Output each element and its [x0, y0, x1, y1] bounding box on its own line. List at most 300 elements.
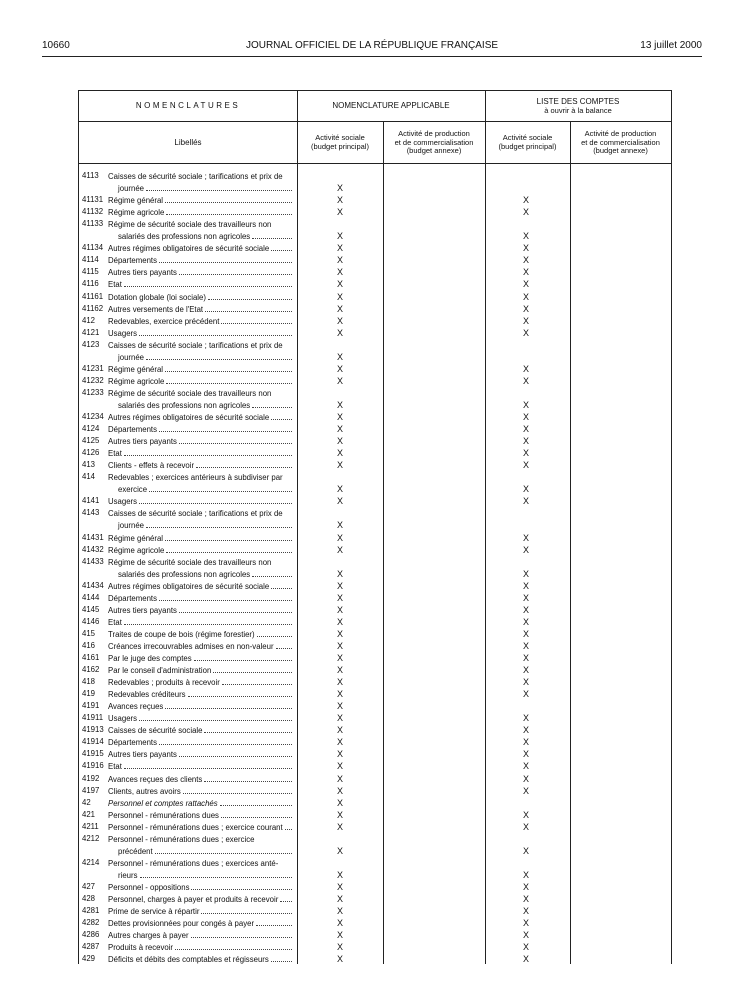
table-row [78, 954, 670, 966]
mark-activite-sociale-applicable: X [336, 243, 343, 254]
account-code: 4116 [82, 279, 99, 289]
table-row [78, 593, 670, 605]
table-row [78, 364, 670, 376]
mark-activite-sociale-applicable: X [336, 399, 343, 410]
table-row [78, 882, 670, 894]
mark-activite-sociale-applicable: X [336, 713, 343, 724]
mark-activite-sociale-balance: X [522, 737, 529, 748]
account-label-text: Régime de sécurité sociale des travailleurs non [108, 388, 272, 398]
table-row [78, 918, 670, 930]
account-code: 42 [82, 797, 91, 807]
mark-activite-sociale-applicable: X [336, 881, 343, 892]
account-code: 415 [82, 628, 96, 638]
account-code: 41913 [82, 725, 104, 735]
leader-dots [191, 882, 292, 890]
table-row [78, 424, 670, 436]
mark-activite-sociale-balance: X [522, 231, 529, 242]
table-row [78, 557, 670, 581]
table-row [78, 761, 670, 773]
mark-activite-sociale-balance: X [522, 749, 529, 760]
account-code: 4287 [82, 942, 100, 952]
mark-activite-sociale-balance: X [522, 689, 529, 700]
mark-activite-sociale-balance: X [522, 773, 529, 784]
mark-activite-sociale-applicable: X [336, 954, 343, 965]
leader-dots [179, 267, 292, 275]
account-label-text: Redevables créditeurs [108, 690, 186, 700]
table-row [78, 316, 670, 328]
mark-activite-sociale-applicable: X [336, 918, 343, 929]
mark-activite-sociale-applicable: X [336, 448, 343, 459]
nomenclatures-header: NOMENCLATURES [135, 101, 241, 110]
leader-dots [188, 689, 292, 697]
mark-activite-sociale-balance: X [522, 640, 529, 651]
account-label-continuation: rieurs [118, 870, 138, 880]
mark-activite-sociale-applicable: X [336, 375, 343, 386]
account-code: 4126 [82, 448, 100, 458]
mark-activite-sociale-balance: X [522, 906, 529, 917]
account-label [108, 774, 296, 786]
account-code: 414 [82, 472, 96, 482]
leader-dots [146, 183, 292, 191]
account-code: 4141 [82, 496, 100, 506]
mark-activite-sociale-balance: X [522, 195, 529, 206]
account-label-text: Avances reçues des clients [108, 774, 203, 784]
account-label [108, 834, 296, 858]
table-row [78, 219, 670, 243]
account-code: 41234 [82, 412, 104, 421]
account-code: 41132 [82, 207, 104, 217]
table-row [78, 605, 670, 617]
account-label-text: Autres tiers payants [108, 437, 177, 447]
table-row [78, 713, 670, 725]
table-row [78, 533, 670, 545]
account-label-text: Régime agricole [108, 208, 165, 218]
account-code: 41916 [82, 761, 104, 771]
header-rule [42, 56, 702, 57]
account-label [108, 292, 296, 304]
account-label [108, 665, 296, 677]
account-label [108, 906, 296, 918]
account-label [108, 918, 296, 930]
account-code: 41433 [82, 556, 104, 566]
mark-activite-sociale-balance: X [522, 894, 529, 904]
account-label [108, 725, 296, 737]
account-label-text: Autres régimes obligatoires de sécurité sociale [108, 244, 270, 254]
account-label-text: Etat [108, 449, 122, 459]
account-label-text: Régime agricole [108, 545, 165, 555]
table-row [78, 292, 670, 304]
mark-activite-sociale-applicable: X [336, 315, 343, 326]
account-label [108, 581, 296, 593]
table-row [78, 677, 670, 689]
account-label [108, 786, 296, 798]
mark-activite-sociale-balance: X [522, 592, 529, 603]
account-label-text: Clients, autres avoirs [108, 786, 181, 796]
account-code: 41231 [82, 363, 104, 373]
table-row [78, 243, 670, 255]
leader-dots [179, 436, 292, 444]
table-row [78, 653, 670, 665]
account-label-text: Caisses de sécurité sociale ; tarifications et prix de [108, 340, 283, 350]
mark-activite-sociale-applicable: X [336, 725, 343, 736]
mark-activite-sociale-applicable: X [336, 640, 343, 651]
leader-dots [221, 316, 292, 324]
account-label-text: Prime de service à répartir [108, 907, 200, 917]
mark-activite-sociale-applicable: X [336, 231, 343, 242]
col3-line1: Activité sociale [502, 133, 553, 142]
account-code: 4146 [82, 616, 100, 626]
account-label-text: Départements [108, 256, 157, 266]
mark-activite-sociale-applicable: X [336, 761, 343, 772]
account-code: 4212 [82, 833, 100, 843]
mark-activite-sociale-balance: X [522, 255, 529, 266]
account-label [108, 882, 296, 894]
leader-dots [252, 231, 292, 239]
account-label-text: Etat [108, 280, 122, 290]
account-code: 4282 [82, 918, 100, 928]
mark-activite-sociale-balance: X [522, 628, 529, 639]
account-code: 4124 [82, 424, 100, 434]
account-code: 416 [82, 640, 96, 650]
account-label [108, 243, 296, 255]
account-label-text: Autres tiers payants [108, 268, 177, 278]
leader-dots [166, 545, 292, 553]
leader-dots [204, 774, 292, 782]
mark-activite-sociale-balance: X [522, 677, 529, 688]
col2-line1: Activité de production [398, 129, 470, 138]
mark-activite-sociale-applicable: X [336, 267, 343, 278]
account-code: 4192 [82, 773, 100, 783]
account-label [108, 436, 296, 448]
liste-comptes-line1: LISTE DES COMPTES [536, 97, 620, 106]
account-label [108, 653, 296, 665]
mark-activite-sociale-balance: X [522, 568, 529, 579]
mark-activite-sociale-balance: X [522, 315, 529, 326]
account-label [108, 472, 296, 496]
mark-activite-sociale-applicable: X [336, 460, 343, 471]
table-row [78, 725, 670, 737]
account-label [108, 689, 296, 701]
account-label [108, 508, 296, 532]
account-label [108, 195, 296, 207]
leader-dots [213, 665, 292, 673]
account-code: 4197 [82, 785, 100, 795]
mark-activite-sociale-balance: X [522, 399, 529, 410]
account-label-text: Déficits et débits des comptables et régisseurs [108, 955, 269, 965]
table-row [78, 617, 670, 629]
mark-activite-sociale-applicable: X [336, 942, 343, 953]
account-label-text: Caisses de sécurité sociale [108, 726, 203, 736]
mark-activite-sociale-applicable: X [336, 604, 343, 615]
account-label [108, 629, 296, 641]
mark-activite-sociale-applicable: X [336, 255, 343, 266]
account-label [108, 677, 296, 689]
account-label-text: Personnel - rémunérations dues ; exercice [108, 834, 255, 844]
mark-activite-sociale-applicable: X [336, 291, 343, 302]
table-row [78, 195, 670, 207]
mark-activite-sociale-balance: X [522, 448, 529, 459]
col1-line2: (budget principal) [311, 141, 369, 151]
header-divider [79, 121, 671, 122]
mark-activite-sociale-applicable: X [336, 195, 343, 206]
leader-dots [139, 496, 292, 504]
mark-activite-sociale-applicable: X [336, 701, 343, 712]
account-code: 41911 [82, 713, 104, 723]
account-code: 412 [82, 315, 96, 325]
mark-activite-sociale-applicable: X [336, 653, 343, 663]
col1-header [297, 134, 383, 151]
mark-activite-sociale-balance: X [522, 279, 529, 290]
account-label-text: Personnel - oppositions [108, 882, 190, 892]
mark-activite-sociale-balance: X [522, 653, 529, 663]
mark-activite-sociale-balance: X [522, 207, 529, 218]
table-row [78, 822, 670, 834]
leader-dots [159, 593, 292, 601]
leader-dots [220, 798, 292, 806]
mark-activite-sociale-balance: X [522, 375, 529, 386]
mark-activite-sociale-balance: X [522, 930, 529, 941]
mark-activite-sociale-balance: X [522, 267, 529, 278]
account-label [108, 304, 296, 316]
leader-dots [257, 629, 292, 637]
table-row [78, 388, 670, 412]
leader-dots [196, 460, 292, 468]
account-label-text: Etat [108, 762, 122, 772]
account-code: 4281 [82, 906, 100, 916]
account-label-text: Créances irrecouvrables admises en non-valeur [108, 641, 274, 651]
account-label-text: Autres régimes obligatoires de sécurité sociale [108, 581, 270, 591]
mark-activite-sociale-balance: X [522, 845, 529, 856]
leader-dots [165, 364, 292, 372]
account-label [108, 713, 296, 725]
table-row [78, 460, 670, 472]
account-label-text: Départements [108, 425, 157, 435]
mark-activite-sociale-balance: X [522, 954, 529, 965]
account-label [108, 641, 296, 653]
account-label-continuation: salariés des professions non agricoles [118, 232, 251, 242]
mark-activite-sociale-applicable: X [336, 689, 343, 700]
header-divider [79, 163, 671, 164]
col2-line3: (budget annexe) [406, 146, 462, 155]
account-code: 41233 [82, 387, 104, 397]
mark-activite-sociale-applicable: X [336, 496, 343, 507]
leader-dots [271, 581, 292, 589]
mark-activite-sociale-applicable: X [336, 544, 343, 555]
leader-dots [139, 713, 292, 721]
leader-dots [280, 894, 292, 902]
account-label-text: Régime de sécurité sociale des travailleurs non [108, 220, 272, 230]
mark-activite-sociale-balance: X [522, 616, 529, 627]
account-label-continuation: journée [118, 521, 145, 531]
mark-activite-sociale-applicable: X [336, 351, 343, 362]
leader-dots [252, 400, 292, 408]
liste-comptes-header [485, 98, 671, 115]
account-label [108, 267, 296, 279]
issue-date: 13 juillet 2000 [640, 40, 702, 51]
account-label-text: Personnel, charges à payer et produits à recevoir [108, 895, 279, 904]
account-label [108, 219, 296, 243]
leader-dots [166, 376, 292, 384]
page-header [42, 40, 702, 54]
mark-activite-sociale-applicable: X [336, 303, 343, 314]
table-row [78, 267, 670, 279]
leader-dots [183, 786, 292, 794]
account-code: 4114 [82, 255, 99, 265]
leader-dots [155, 846, 292, 854]
mark-activite-sociale-balance: X [522, 761, 529, 772]
account-code: 4211 [82, 821, 99, 831]
leader-dots [221, 810, 292, 818]
leader-dots [194, 653, 292, 661]
account-label [108, 894, 296, 906]
table-row [78, 701, 670, 713]
col4-line3: (budget annexe) [593, 146, 648, 155]
table-row [78, 834, 670, 858]
leader-dots [252, 569, 292, 577]
mark-activite-sociale-applicable: X [336, 520, 343, 531]
mark-activite-sociale-balance: X [522, 484, 529, 495]
leader-dots [201, 906, 292, 914]
mark-activite-sociale-balance: X [522, 327, 529, 338]
account-label [108, 617, 296, 629]
mark-activite-sociale-applicable: X [336, 532, 343, 543]
account-label-continuation: salariés des professions non agricoles [118, 400, 251, 410]
mark-activite-sociale-balance: X [522, 460, 529, 471]
account-label-text: Usagers [108, 714, 138, 724]
mark-activite-sociale-balance: X [522, 291, 529, 302]
account-label-text: Régime agricole [108, 376, 165, 386]
account-label [108, 737, 296, 749]
table-row [78, 472, 670, 496]
table-row [78, 340, 670, 364]
col4-header [570, 130, 671, 156]
table-row [78, 207, 670, 219]
mark-activite-sociale-applicable: X [336, 677, 343, 688]
account-label [108, 424, 296, 436]
mark-activite-sociale-balance: X [522, 303, 529, 314]
table-row [78, 496, 670, 508]
account-code: 41133 [82, 219, 104, 229]
account-label-text: Dotation globale (loi sociale) [108, 292, 206, 302]
account-label [108, 316, 296, 328]
account-label [108, 255, 296, 267]
account-code: 4123 [82, 339, 100, 349]
account-label-text: Dettes provisionnées pour congés à payer [108, 919, 255, 929]
mark-activite-sociale-balance: X [522, 532, 529, 543]
mark-activite-sociale-balance: X [522, 436, 529, 447]
account-code: 41914 [82, 737, 104, 747]
mark-activite-sociale-applicable: X [336, 665, 343, 676]
account-code: 421 [82, 809, 96, 819]
account-code: 413 [82, 460, 96, 470]
account-code: 4286 [82, 930, 100, 940]
table-row [78, 279, 670, 291]
leader-dots [159, 424, 292, 432]
table-row [78, 376, 670, 388]
liste-comptes-line2: à ouvrir à la balance [544, 105, 612, 115]
account-label-text: Autres versements de l'Etat [108, 304, 204, 314]
mark-activite-sociale-applicable: X [336, 930, 343, 941]
mark-activite-sociale-applicable: X [336, 894, 343, 904]
leader-dots [271, 954, 292, 962]
account-code: 427 [82, 881, 96, 891]
account-label-text: Par le juge des comptes [108, 654, 192, 663]
table-row [78, 255, 670, 267]
account-label-text: Caisses de sécurité sociale ; tarifications et prix de [108, 509, 283, 519]
mark-activite-sociale-balance: X [522, 665, 529, 676]
account-code: 4144 [82, 592, 100, 602]
nomenclature-applicable-header: NOMENCLATURE APPLICABLE [332, 101, 450, 110]
account-label [108, 533, 296, 545]
col3-line2: (budget principal) [498, 141, 557, 151]
mark-activite-sociale-applicable: X [336, 424, 343, 435]
leader-dots [124, 617, 292, 625]
mark-activite-sociale-balance: X [522, 942, 529, 953]
table-row [78, 304, 670, 316]
mark-activite-sociale-applicable: X [336, 821, 343, 832]
account-label-text: Usagers [108, 497, 138, 507]
account-code: 429 [82, 954, 96, 964]
account-label-continuation: exercice [118, 485, 148, 495]
col4-line1: Activité de production [584, 129, 657, 138]
table-row [78, 581, 670, 593]
account-label-text: Etat [108, 617, 122, 627]
table-row [78, 629, 670, 641]
account-label [108, 460, 296, 472]
account-code: 41162 [82, 303, 104, 313]
account-label [108, 593, 296, 605]
account-label-text: Redevables ; exercices antérieurs à subdiviser par [108, 473, 283, 483]
leader-dots [271, 243, 292, 251]
leader-dots [140, 870, 293, 878]
account-label [108, 376, 296, 388]
col2-line2: et de commercialisation [394, 137, 474, 147]
leader-dots [285, 822, 292, 830]
mark-activite-sociale-applicable: X [336, 327, 343, 338]
mark-activite-sociale-applicable: X [336, 628, 343, 639]
table-row [78, 328, 670, 340]
mark-activite-sociale-balance: X [522, 725, 529, 736]
page-number: 10660 [42, 40, 70, 51]
leader-dots [191, 930, 292, 938]
mark-activite-sociale-applicable: X [336, 279, 343, 290]
account-label-text: Traites de coupe de bois (régime forestier) [108, 629, 255, 639]
account-code: 41161 [82, 291, 104, 301]
mark-activite-sociale-applicable: X [336, 616, 343, 627]
account-label-text: Régime général [108, 196, 164, 206]
account-label [108, 810, 296, 822]
leader-dots [124, 761, 292, 769]
account-code: 41131 [82, 195, 104, 205]
account-code: 41134 [82, 243, 104, 253]
table-row [78, 930, 670, 942]
account-label-text: Départements [108, 738, 157, 748]
account-code: 41431 [82, 532, 104, 542]
mark-activite-sociale-balance: X [522, 918, 529, 929]
leader-dots [165, 533, 292, 541]
account-label-text: Personnel et comptes rattachés [108, 798, 218, 808]
account-label [108, 171, 296, 195]
account-label-text: Autres tiers payants [108, 605, 177, 615]
mark-activite-sociale-applicable: X [336, 785, 343, 796]
leader-dots [124, 279, 292, 287]
mark-activite-sociale-applicable: X [336, 737, 343, 748]
table-row [78, 641, 670, 653]
leader-dots [124, 448, 292, 456]
mark-activite-sociale-applicable: X [336, 906, 343, 917]
account-code: 4161 [82, 653, 100, 662]
table-row [78, 786, 670, 798]
